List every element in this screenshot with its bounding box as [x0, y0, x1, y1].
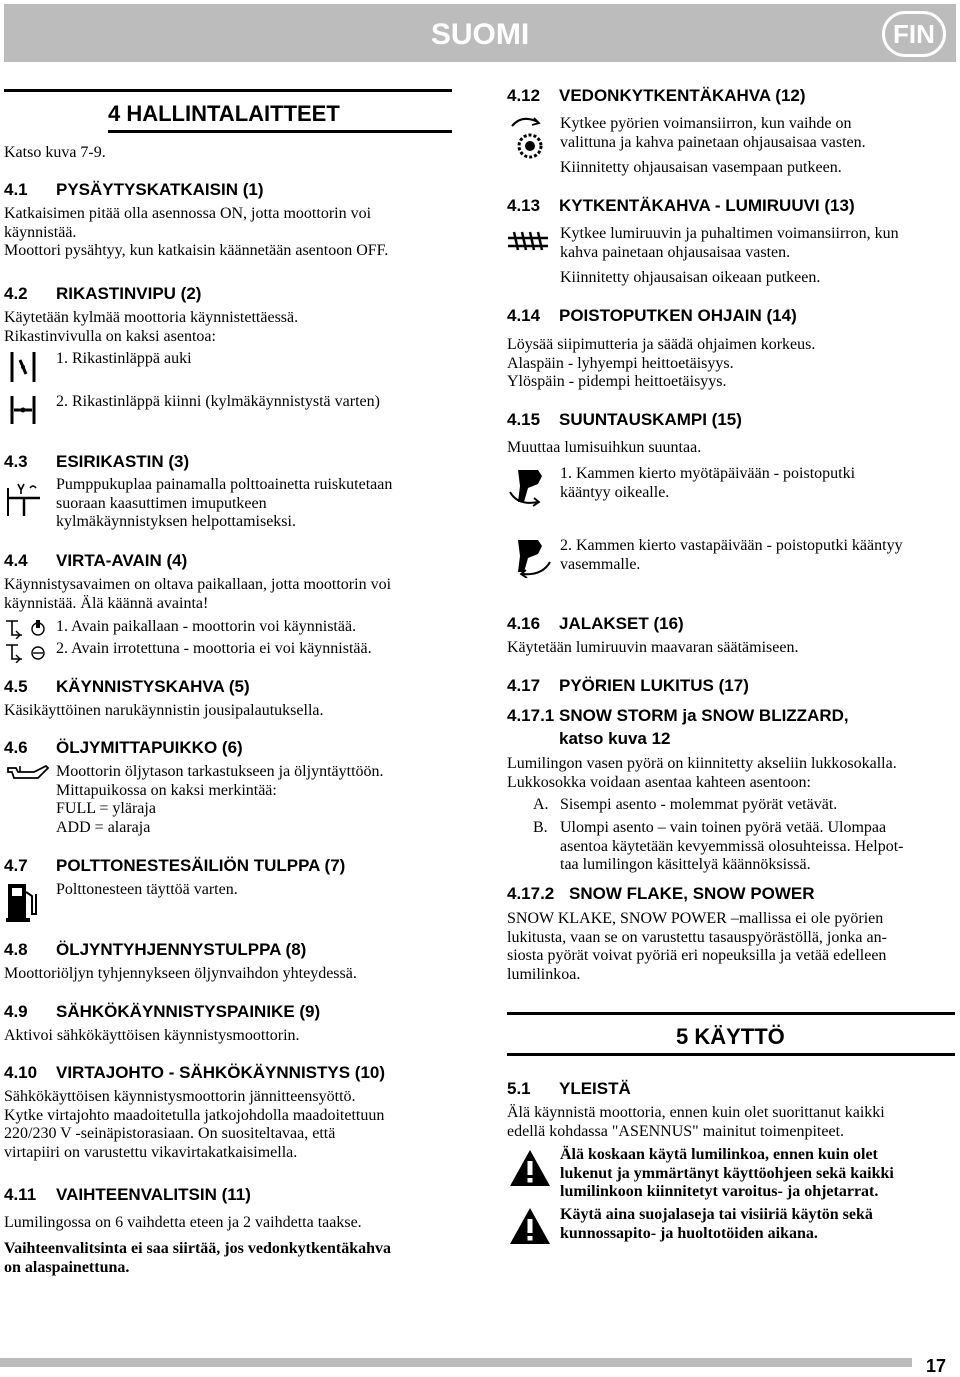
section-body-4-11: Lumilingossa on 6 vaihdetta eteen ja 2 vaihdetta taakse.	[4, 1214, 362, 1231]
choke-option-closed: 2. Rikastinläppä kiinni (kylmäkäynnistystä varten)	[56, 393, 380, 410]
section-heading-4-7: 4.7 POLTTONESTESÄILIÖN TULPPA (7)	[4, 856, 346, 875]
traction-drive-icon	[508, 114, 552, 162]
chapter-title: 4 HALLINTALAITTEET	[108, 101, 340, 126]
section-body-4-15: Muuttaa lumisuihkun suuntaa.	[507, 439, 702, 456]
header-banner	[4, 4, 956, 62]
section-heading-4-15: 4.15 SUUNTAUSKAMPI (15)	[507, 410, 742, 429]
page-number: 17	[925, 1356, 946, 1376]
section-body-4-13: Kytkee lumiruuvin ja puhaltimen voimansiirron, kun kahva painetaan ohjausaisaa vasten. Kiinnitetty ohjausaisan oikeaan putkeen.	[560, 225, 899, 287]
crank-option-clockwise: 1. Kammen kierto myötäpäivään - poistoputki kääntyy oikealle.	[560, 465, 856, 501]
section-heading-4-3: 4.3 ESIRIKASTIN (3)	[4, 452, 190, 471]
section-heading-4-17-2: 4.17.2 SNOW FLAKE, SNOW POWER	[507, 884, 815, 903]
option-a-label: A.	[533, 796, 549, 813]
chapter5-rule-top	[507, 1012, 955, 1015]
section-heading-5-1: 5.1 YLEISTÄ	[507, 1079, 631, 1098]
section-body-4-14: Löysää siipimutteria ja säädä ohjaimen korkeus. Alaspäin - lyhyempi heittoetäisyys. Ylöspäin - pidempi heittoetäisyys.	[507, 336, 816, 391]
section-body-5-1: Älä käynnistä moottoria, ennen kuin olet suorittanut kaikki edellä kohdassa "ASENNUS" mainitut toimenpiteet.	[507, 1104, 885, 1140]
chapter-rule-top	[4, 89, 452, 92]
section-heading-4-10: 4.10 VIRTAJOHTO - SÄHKÖKÄYNNISTYS (10)	[4, 1063, 386, 1082]
section-heading-4-2: 4.2 RIKASTINVIPU (2)	[4, 284, 202, 303]
footer-bar	[0, 1358, 912, 1367]
section-body-4-8: Moottoriöljyn tyhjennykseen öljynvaihdon yhteydessä.	[4, 965, 357, 982]
warning-text-1: Älä koskaan käytä lumilinkoa, ennen kuin olet lukenut ja ymmärtänyt käyttöohjeen sekä kaikki lumilinkoon kiinnitetyt varoitus- ja ohjetarrat.	[560, 1146, 894, 1201]
section-body-4-1: Katkaisimen pitää olla asennossa ON, jotta moottorin voi käynnistää. Moottori pysähtyy, kun katkaisin käännetään asentoon OFF.	[4, 205, 389, 260]
section-heading-4-12: 4.12 VEDONKYTKENTÄKAHVA (12)	[507, 86, 806, 105]
oil-can-icon	[4, 762, 50, 782]
section-heading-4-17-1-line2: katso kuva 12	[559, 729, 671, 748]
primer-icon	[4, 478, 44, 518]
section-heading-4-1: 4.1 PYSÄYTYSKATKAISIN (1)	[4, 180, 264, 199]
section-heading-4-16: 4.16 JALAKSET (16)	[507, 614, 684, 633]
section-body-4-5: Käsikäyttöinen narukäynnistin jousipalautuksella.	[4, 702, 324, 719]
key-removed-icon	[4, 641, 48, 663]
chapter5-rule-bottom	[507, 1053, 955, 1056]
chute-right-icon	[508, 462, 552, 510]
chute-left-icon	[508, 534, 552, 578]
section-heading-4-8: 4.8 ÖLJYNTYHJENNYSTULPPA (8)	[4, 940, 307, 959]
intro-text: Katso kuva 7-9.	[4, 144, 106, 161]
chapter5-title: 5 KÄYTTÖ	[676, 1024, 785, 1049]
section-body-4-4: Käynnistysavaimen on oltava paikallaan, jotta moottorin voi käynnistää. Älä käännä avainta!	[4, 576, 392, 612]
warning-triangle-icon	[508, 1148, 552, 1188]
auger-drive-icon	[506, 230, 550, 252]
section-body-4-17-1: Lumilingon vasen pyörä on kiinnitetty akseliin lukkosokalla. Lukkosokka voidaan asentaa kahteen asentoon:	[507, 755, 897, 791]
choke-option-open: 1. Rikastinläppä auki	[56, 350, 192, 367]
choke-open-icon	[8, 350, 38, 384]
language-title: SUOMI	[430, 18, 530, 51]
section-heading-4-17-1: 4.17.1 SNOW STORM ja SNOW BLIZZARD,	[507, 706, 849, 725]
section-body-4-3: Pumppukuplaa painamalla polttoainetta ruiskutetaan suoraan kaasuttimen imuputkeen kylmäkäynnistyksen helpottamiseksi.	[56, 476, 393, 531]
key-inserted-icon	[4, 617, 48, 639]
section-heading-4-6: 4.6 ÖLJYMITTAPUIKKO (6)	[4, 738, 243, 757]
section-body-4-12: Kytkee pyörien voimansiirron, kun vaihde on valittuna ja kahva painetaan ohjausaisaa vasten. Kiinnitetty ohjausaisan vasempaan putkeen.	[560, 115, 866, 177]
section-heading-4-9: 4.9 SÄHKÖKÄYNNISTYSPAINIKE (9)	[4, 1002, 321, 1021]
fuel-pump-icon	[6, 882, 38, 924]
section-body-4-17-2: SNOW KLAKE, SNOW POWER –mallissa ei ole pyörien lukitusta, vaan se on varustettu tasauspyörästöllä, jonka an- siosta pyörät voivat pyöriä eri nopeuksilla ja vetää edelleen lumilinkoa.	[507, 910, 887, 983]
section-body-4-9: Aktivoi sähkökäyttöisen käynnistysmoottorin.	[4, 1027, 300, 1044]
crank-option-counterclockwise: 2. Kammen kierto vastapäivään - poistoputki kääntyy vasemmalle.	[560, 537, 903, 573]
chapter-rule-bottom	[108, 130, 452, 133]
section-heading-4-11: 4.11 VAIHTEENVALITSIN (11)	[4, 1185, 251, 1204]
section-heading-4-13: 4.13 KYTKENTÄKAHVA - LUMIRUUVI (13)	[507, 196, 855, 215]
section-warning-4-11: Vaihteenvalitsinta ei saa siirtää, jos vedonkytkentäkahva on alaspainettuna.	[4, 1240, 391, 1276]
section-body-4-6: Moottorin öljytason tarkastukseen ja öljyntäyttöön. Mittapuikossa on kaksi merkintää: FULL = yläraja ADD = alaraja	[56, 763, 384, 836]
option-b-label: B.	[533, 819, 548, 836]
warning-text-2: Käytä aina suojalaseja tai visiiriä käytön sekä kunnossapito- ja huoltotöiden aikana.	[560, 1206, 873, 1242]
option-b-text: Ulompi asento – vain toinen pyörä vetää. Ulompaa asentoa käytetään kevyemmissä olosuhteissa. Helpot- taa lumilingon käsittelyä käännöksissä.	[560, 819, 904, 874]
section-body-4-10: Sähkökäyttöisen käynnistysmoottorin jännitteensyöttö. Kytke virtajohto maadoitetulla jatkojohdolla maadoitettuun 220/230 V -seinäpistorasiaan. On suositeltavaa, että virtapiiri on varustettu vikavirtakatkaisimella.	[4, 1088, 385, 1161]
warning-triangle-icon	[508, 1206, 552, 1246]
option-a-text: Sisempi asento - molemmat pyörät vetävät.	[560, 796, 838, 813]
section-heading-4-5: 4.5 KÄYNNISTYSKAHVA (5)	[4, 677, 250, 696]
section-body-4-16: Käytetään lumiruuvin maavaran säätämiseen.	[507, 639, 799, 656]
key-option-inserted: 1. Avain paikallaan - moottorin voi käynnistää.	[56, 618, 357, 635]
section-body-4-7: Polttonesteen täyttöä varten.	[56, 881, 238, 898]
section-heading-4-4: 4.4 VIRTA-AVAIN (4)	[4, 551, 188, 570]
section-heading-4-14: 4.14 POISTOPUTKEN OHJAIN (14)	[507, 306, 797, 325]
choke-closed-icon	[8, 394, 38, 426]
language-badge: FIN	[882, 11, 946, 57]
section-heading-4-17: 4.17 PYÖRIEN LUKITUS (17)	[507, 676, 749, 695]
section-body-4-2: Käytetään kylmää moottoria käynnistettäessä. Rikastinvivulla on kaksi asentoa:	[4, 309, 299, 345]
key-option-removed: 2. Avain irrotettuna - moottoria ei voi käynnistää.	[56, 640, 372, 657]
